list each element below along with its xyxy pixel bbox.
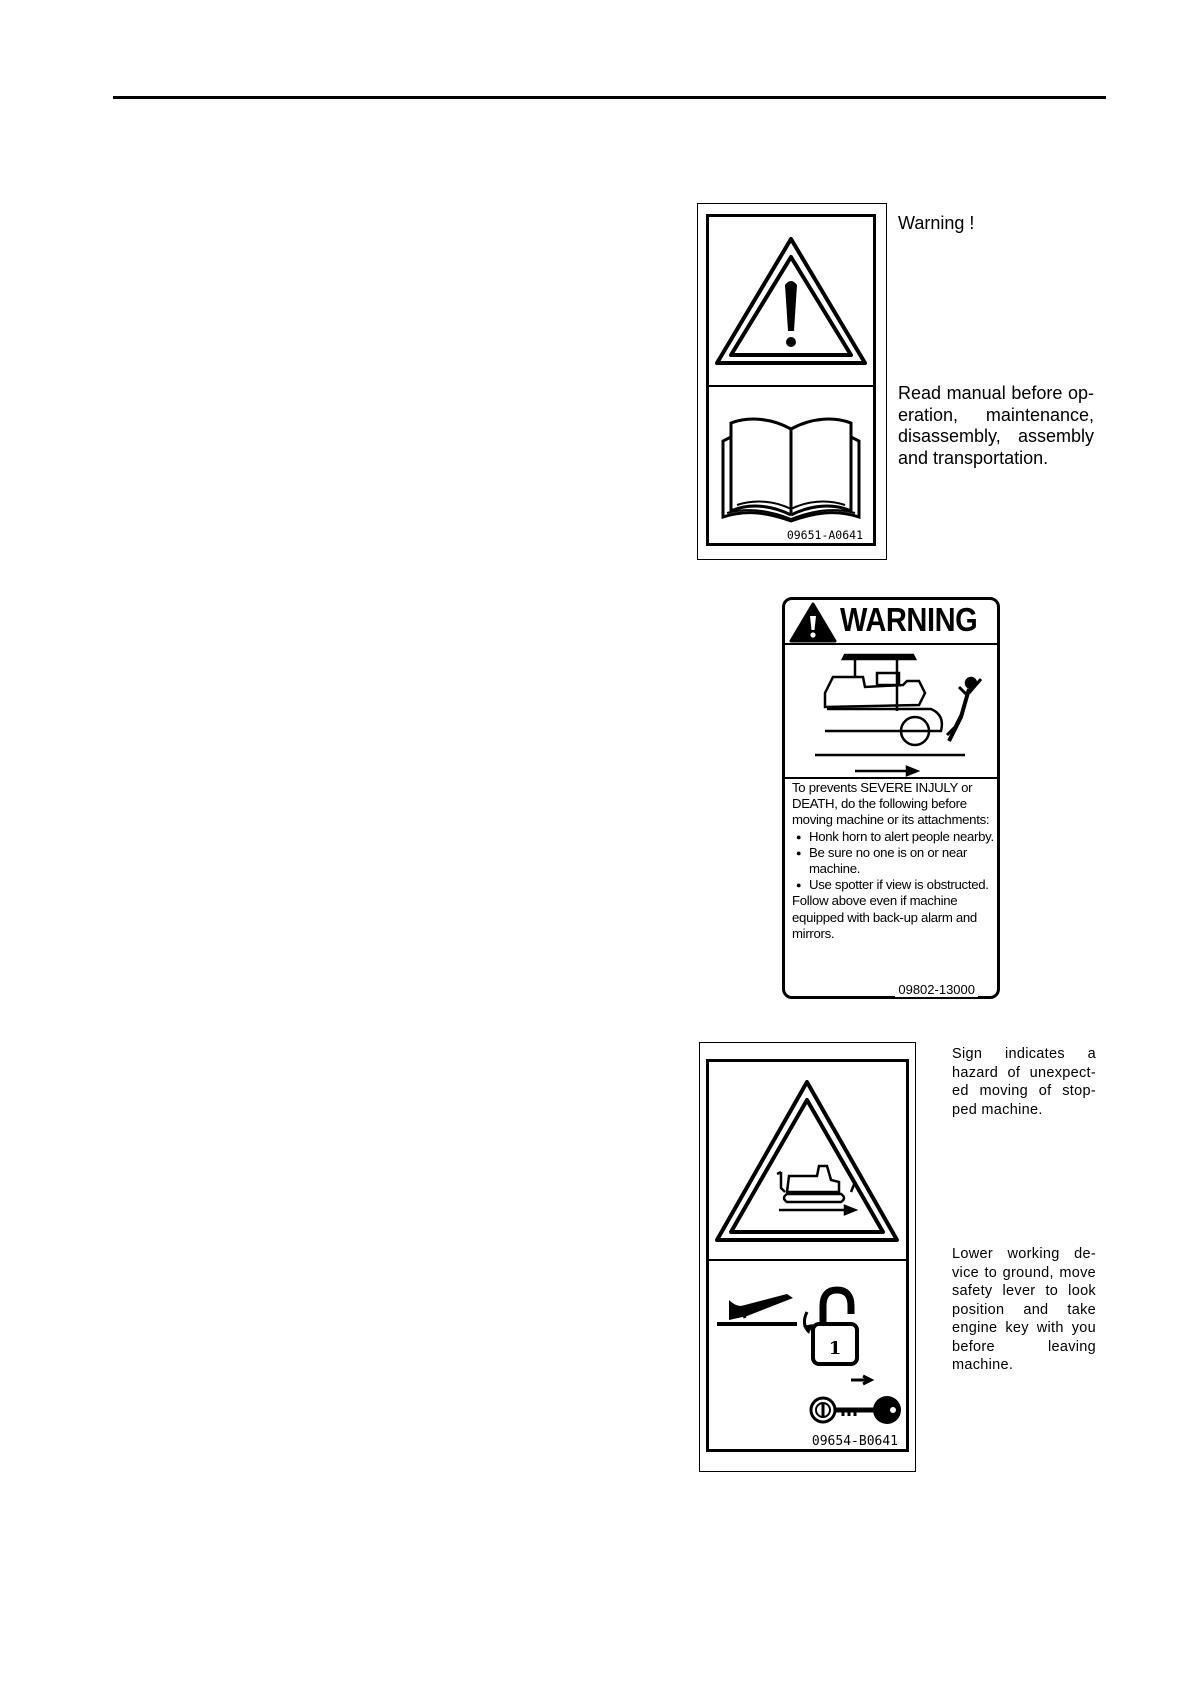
label-divider — [709, 1259, 906, 1261]
label-bullet: ● Be sure no one is on or near machine. — [792, 845, 996, 877]
label-description-upper: Warning ! — [898, 213, 975, 233]
label-code: 09802-13000 — [895, 982, 978, 997]
label-intro: To prevents SEVERE INJULY or DEATH, do the following before moving machine or its attachments: — [792, 780, 990, 828]
label-inner-frame — [706, 1059, 909, 1452]
safety-label-warning-moving-machine — [782, 597, 1000, 999]
label-code: 09651-A0641 — [786, 528, 863, 542]
machine-hazard-triangle-icon — [709, 1062, 906, 1256]
safety-label-read-manual — [697, 203, 887, 560]
open-book-icon — [709, 389, 873, 529]
header-rule — [113, 96, 1106, 99]
label-bullet: ● Use spotter if view is obstructed. — [792, 877, 996, 893]
padlock-icon — [793, 1284, 863, 1374]
label-title: WARNING — [840, 601, 978, 638]
safety-label-unexpected-movement — [699, 1042, 916, 1472]
label-footer: Follow above even if machine equipped with back-up alarm and mirrors. — [792, 893, 977, 941]
label-description-lower: Read manual before op-eration, maintenance, disassembly, assembly and transportation. — [898, 383, 1094, 468]
label-instructions — [792, 780, 996, 942]
label-code: 09654-B0641 — [811, 1434, 898, 1449]
warning-triangle-icon — [709, 217, 873, 383]
ignition-key-icon — [809, 1374, 905, 1434]
label-divider — [709, 385, 873, 387]
svg-text:1: 1 — [828, 1338, 842, 1359]
label-title-bar — [782, 597, 1000, 645]
crawler-machine-person-icon — [785, 645, 997, 779]
label-description-upper: Sign indicates a hazard of unexpect-ed moving of stop-ped machine. — [952, 1046, 1096, 1118]
label-bullet: ● Honk horn to alert people nearby. — [792, 829, 996, 845]
label-inner-frame — [706, 214, 876, 546]
warning-triangle-icon — [788, 601, 838, 645]
label-description-lower: Lower working de-vice to ground, move safety lever to look position and take engine key with you before leaving machine. — [952, 1246, 1096, 1373]
